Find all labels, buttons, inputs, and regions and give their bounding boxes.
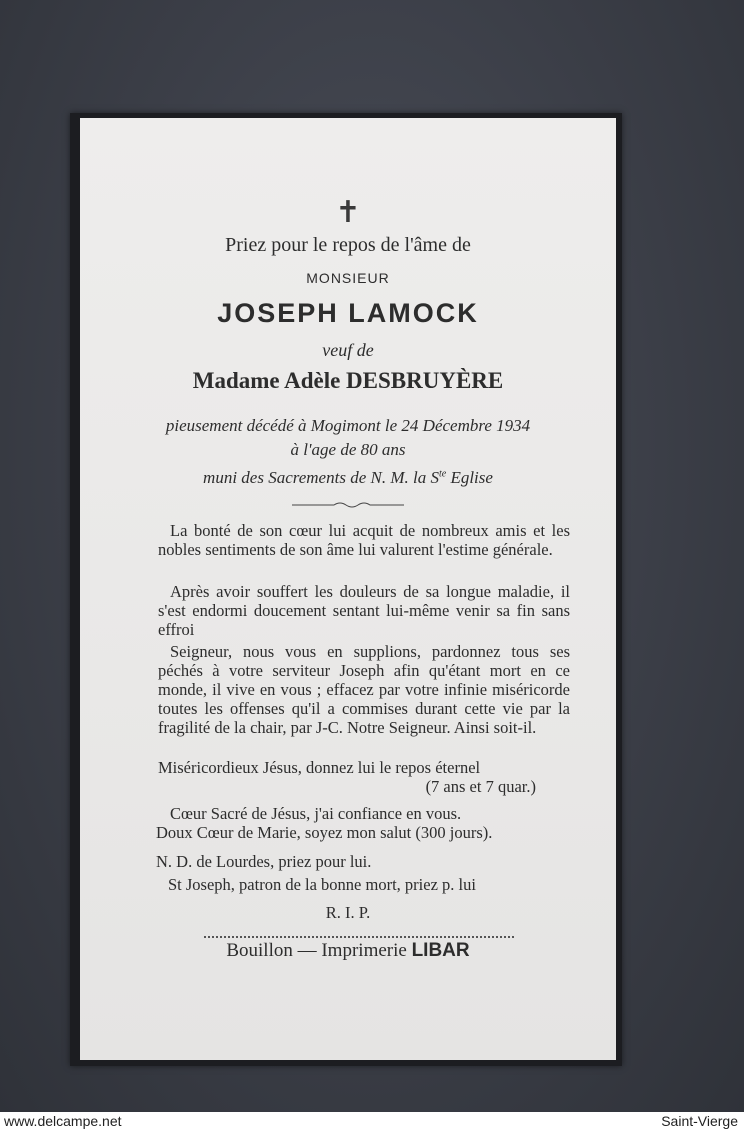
deceased-name: JOSEPH LAMOCK xyxy=(217,298,479,328)
death-details: pieusement décédé à Mogimont le 24 Décembre 1934 xyxy=(165,416,531,435)
sacraments-text: muni des Sacrements de N. M. la S xyxy=(203,468,439,487)
seller-watermark: Saint-Vierge xyxy=(661,1113,738,1129)
spouse-name: Madame Adèle DESBRUYÈRE xyxy=(192,368,504,393)
prayer-heading: Priez pour le repos de l'âme de xyxy=(225,234,471,256)
prayer-line-st-joseph: St Joseph, patron de la bonne mort, priez p. lui xyxy=(168,875,476,894)
watermark-bar xyxy=(0,1112,744,1131)
sacraments-text-end: Eglise xyxy=(446,468,493,487)
printer-name: LIBAR xyxy=(411,940,470,961)
paragraph-prayer: Seigneur, nous vous en supplions, pardonnez tous ses péchés à votre serviteur Joseph afin qu'étant mort en ce monde, il vive en vous ; effacez par votre infinie miséricorde toutes les offenses qu'il a commises durant cette vie par la fragilité de la chair, par J-C. Notre Seigneur. Ainsi soit-il. xyxy=(158,642,570,737)
indulgence-note: (7 ans et 7 quar.) xyxy=(425,777,536,796)
paragraph-illness: Après avoir souffert les douleurs de sa longue maladie, il s'est endormi doucement sentant lui-même venir sa fin sans effroi xyxy=(158,582,570,639)
rip-text: R. I. P. xyxy=(325,903,371,922)
paragraph-kindness: La bonté de son cœur lui acquit de nombreux amis et les nobles sentiments de son âme lui valurent l'estime générale. xyxy=(158,521,570,559)
prayer-line-lourdes: N. D. de Lourdes, priez pour lui. xyxy=(156,852,372,871)
prayer-line-sacred-heart: Cœur Sacré de Jésus, j'ai confiance en vous. xyxy=(170,804,462,823)
flourish-ornament-icon xyxy=(290,501,406,509)
cross-icon: ✝ xyxy=(335,196,361,229)
memorial-card xyxy=(80,118,616,1060)
prayer-line-jesus: Miséricordieux Jésus, donnez lui le repos éternel xyxy=(158,758,481,777)
widow-label: veuf de xyxy=(322,340,374,360)
printer-credit xyxy=(80,940,616,962)
dotted-divider xyxy=(204,936,514,938)
site-watermark: www.delcampe.net xyxy=(4,1113,122,1129)
sacraments-line xyxy=(80,468,616,488)
printer-location: Bouillon — Imprimerie xyxy=(226,940,407,961)
honorific: MONSIEUR xyxy=(306,270,390,286)
sacraments-superscript: te xyxy=(438,468,447,480)
prayer-line-mary: Doux Cœur de Marie, soyez mon salut (300 jours). xyxy=(156,823,493,842)
age-at-death: à l'age de 80 ans xyxy=(290,440,406,459)
